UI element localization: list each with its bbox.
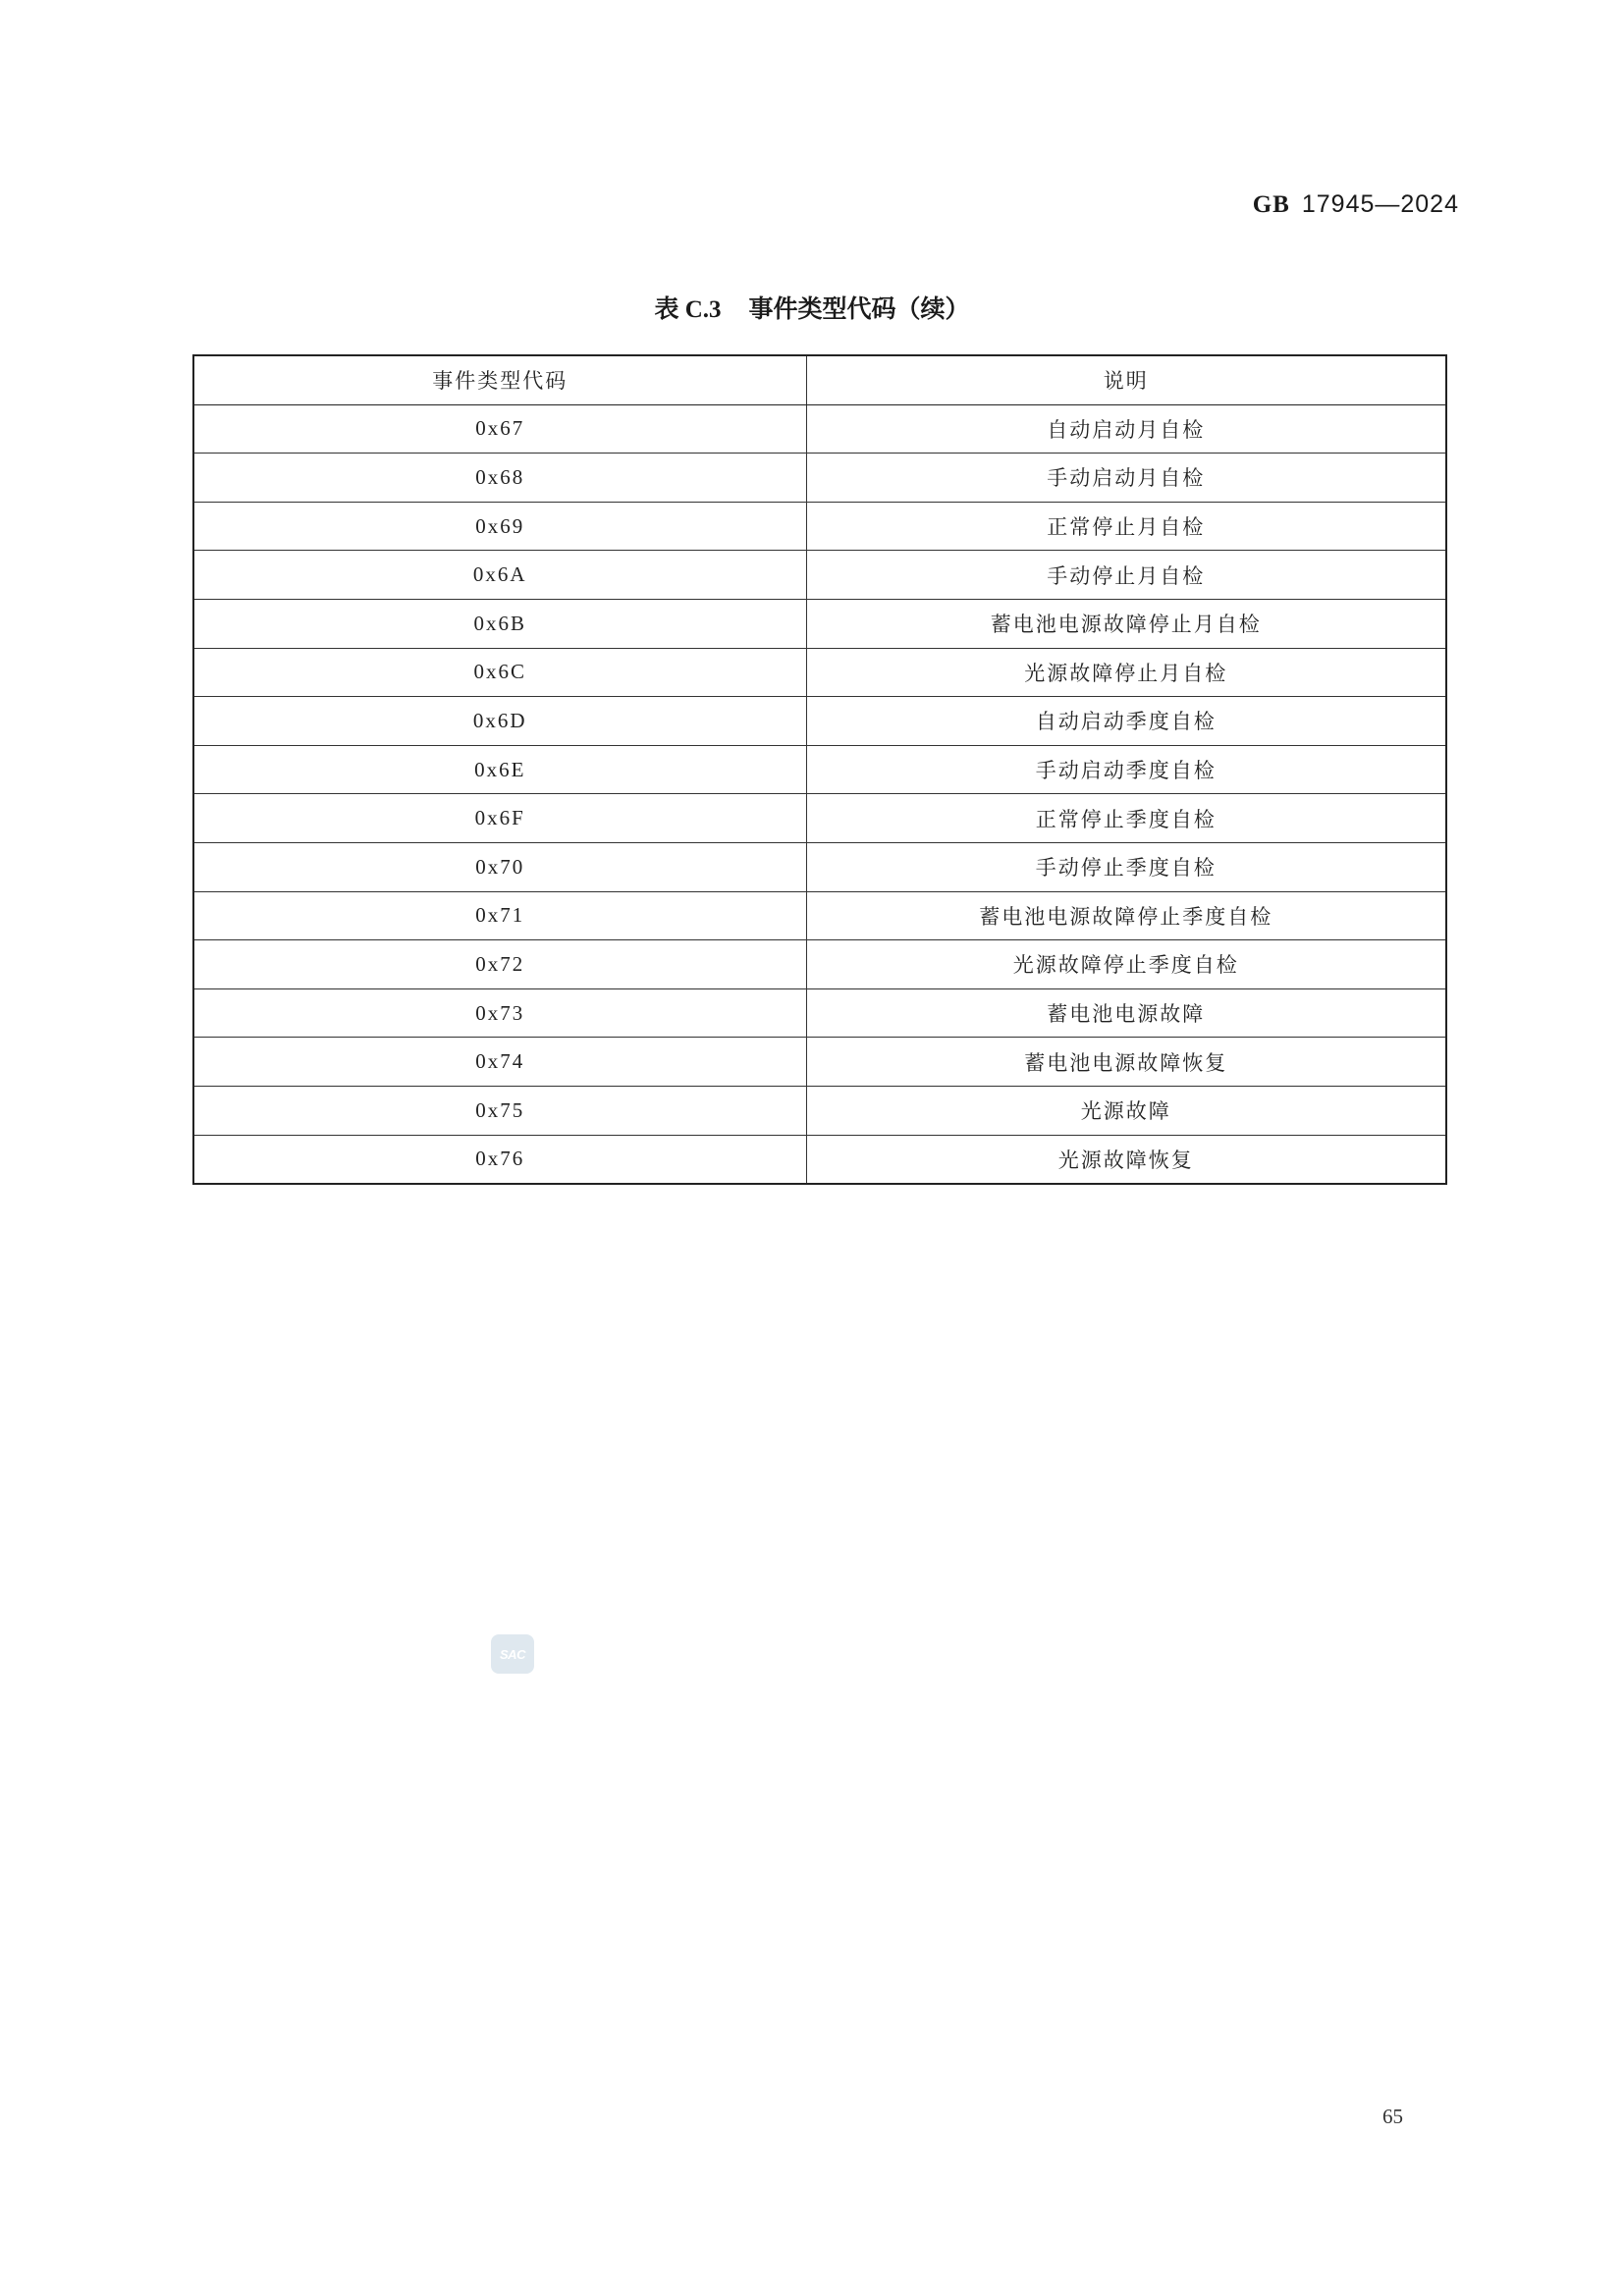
code-cell: 0x6B [193,599,806,648]
description-cell: 正常停止季度自检 [806,794,1446,843]
standard-number: 17945—2024 [1301,190,1459,218]
description-cell: 手动启动季度自检 [806,745,1446,794]
code-cell: 0x67 [193,404,806,454]
standard-prefix: GB [1252,191,1290,218]
code-cell: 0x6D [193,697,806,746]
code-cell: 0x68 [193,454,806,503]
code-cell: 0x75 [193,1086,806,1135]
code-cell: 0x72 [193,940,806,989]
description-cell: 自动启动季度自检 [806,697,1446,746]
column-header-description: 说明 [806,355,1446,404]
sac-watermark-logo: SAC [491,1634,534,1674]
table-row [193,842,1446,891]
description-cell: 光源故障 [806,1086,1446,1135]
code-cell: 0x73 [193,988,806,1038]
description-cell: 正常停止月自检 [806,502,1446,551]
table-row [193,404,1446,454]
code-cell: 0x76 [193,1135,806,1184]
code-cell: 0x74 [193,1038,806,1087]
table-row [193,551,1446,600]
description-cell: 手动停止月自检 [806,551,1446,600]
table-row [193,988,1446,1038]
description-cell: 蓄电池电源故障恢复 [806,1038,1446,1087]
code-cell: 0x71 [193,891,806,940]
table-header-row [193,355,1446,404]
description-cell: 手动停止季度自检 [806,842,1446,891]
table-row [193,502,1446,551]
table-row [193,1135,1446,1184]
table-caption [0,290,1624,325]
table-row [193,599,1446,648]
description-cell: 手动启动月自检 [806,454,1446,503]
standard-number-header [1253,190,1459,219]
code-cell: 0x6A [193,551,806,600]
code-cell: 0x6E [193,745,806,794]
table-row [193,1038,1446,1087]
description-cell: 蓄电池电源故障停止月自检 [806,599,1446,648]
page-number: 65 [1382,2105,1403,2128]
event-type-code-table [192,354,1447,1185]
description-cell: 光源故障恢复 [806,1135,1446,1184]
table-row [193,940,1446,989]
table-row [193,1086,1446,1135]
column-header-code: 事件类型代码 [193,355,806,404]
description-cell: 光源故障停止季度自检 [806,940,1446,989]
table-row [193,454,1446,503]
table-row [193,697,1446,746]
code-cell: 0x6C [193,648,806,697]
description-cell: 光源故障停止月自检 [806,648,1446,697]
table-caption-text: 事件类型代码（续） [748,294,970,323]
description-cell: 蓄电池电源故障停止季度自检 [806,891,1446,940]
table-row [193,891,1446,940]
table-caption-label: 表 C.3 [654,296,722,323]
code-cell: 0x70 [193,842,806,891]
code-cell: 0x69 [193,502,806,551]
table-row [193,794,1446,843]
description-cell: 自动启动月自检 [806,404,1446,454]
table-row [193,648,1446,697]
table-row [193,745,1446,794]
description-cell: 蓄电池电源故障 [806,988,1446,1038]
code-cell: 0x6F [193,794,806,843]
